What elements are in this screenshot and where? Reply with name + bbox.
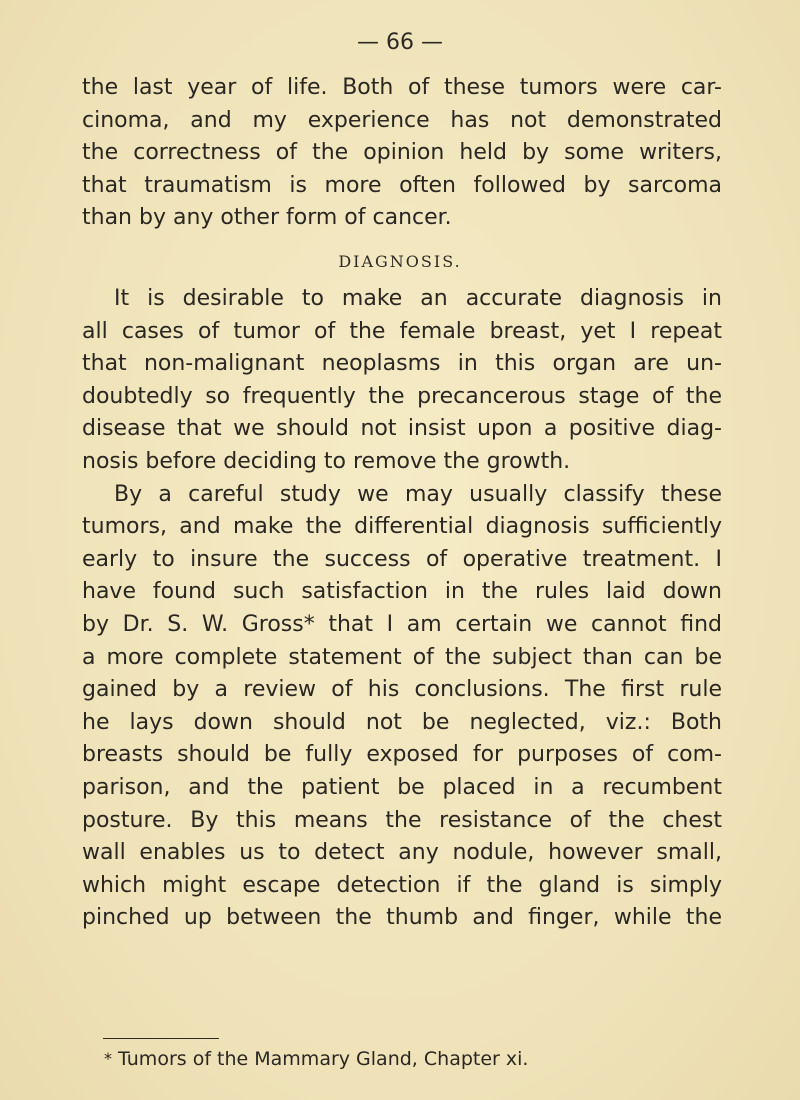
page-number: — 66 — [357, 30, 443, 55]
text-line: which might escape detection if the gland is simply [82, 872, 722, 898]
text-line: have found such satisfaction in the rules laid down [82, 579, 722, 605]
text-line: tumors, and make the differential diagnosis sufficiently [82, 514, 722, 540]
text-line: posture. By this means the resistance of the chest [82, 807, 722, 833]
footnote-marker: * [104, 1049, 112, 1068]
text-line: doubtedly so frequently the precancerous stage of the [82, 383, 722, 409]
text-line: a more complete statement of the subject than can be [82, 644, 722, 670]
text-line: all cases of tumor of the female breast, yet I repeat [82, 318, 722, 344]
text-line: the correctness of the opinion held by some writers, [82, 140, 722, 166]
diagnosis-body [82, 283, 722, 935]
text-line: By a careful study we may usually classify these [114, 481, 722, 507]
section-heading: DIAGNOSIS. [338, 252, 462, 271]
text-line: by Dr. S. W. Gross* that I am certain we cannot find [82, 611, 722, 637]
footnote-divider [103, 1038, 219, 1039]
text-line: parison, and the patient be placed in a recumbent [82, 774, 722, 800]
footnote-text: Tumors of the Mammary Gland, Chapter xi. [118, 1048, 529, 1070]
text-line: breasts should be fully exposed for purposes of com- [82, 742, 722, 768]
text-line: wall enables us to detect any nodule, however small, [82, 840, 722, 866]
text-line: he lays down should not be neglected, viz.: Both [82, 709, 722, 735]
top-paragraph [82, 72, 722, 235]
text-line: than by any other form of cancer. [82, 205, 452, 231]
text-line: disease that we should not insist upon a positive diag- [82, 416, 722, 442]
text-line: It is desirable to make an accurate diagnosis in [114, 286, 722, 311]
text-line: cinoma, and my experience has not demonstrated [82, 107, 722, 133]
text-line: pinched up between the thumb and finger, while the [82, 905, 722, 931]
text-line: the last year of life. Both of these tumors were car- [82, 75, 722, 100]
footnote [104, 1048, 528, 1070]
text-line: early to insure the success of operative treatment. I [82, 546, 722, 572]
text-line: that traumatism is more often followed by sarcoma [82, 172, 722, 198]
text-line: that non-malignant neoplasms in this organ are un- [82, 351, 722, 377]
text-line: nosis before deciding to remove the growth. [82, 448, 571, 474]
text-line: gained by a review of his conclusions. The first rule [82, 677, 722, 703]
